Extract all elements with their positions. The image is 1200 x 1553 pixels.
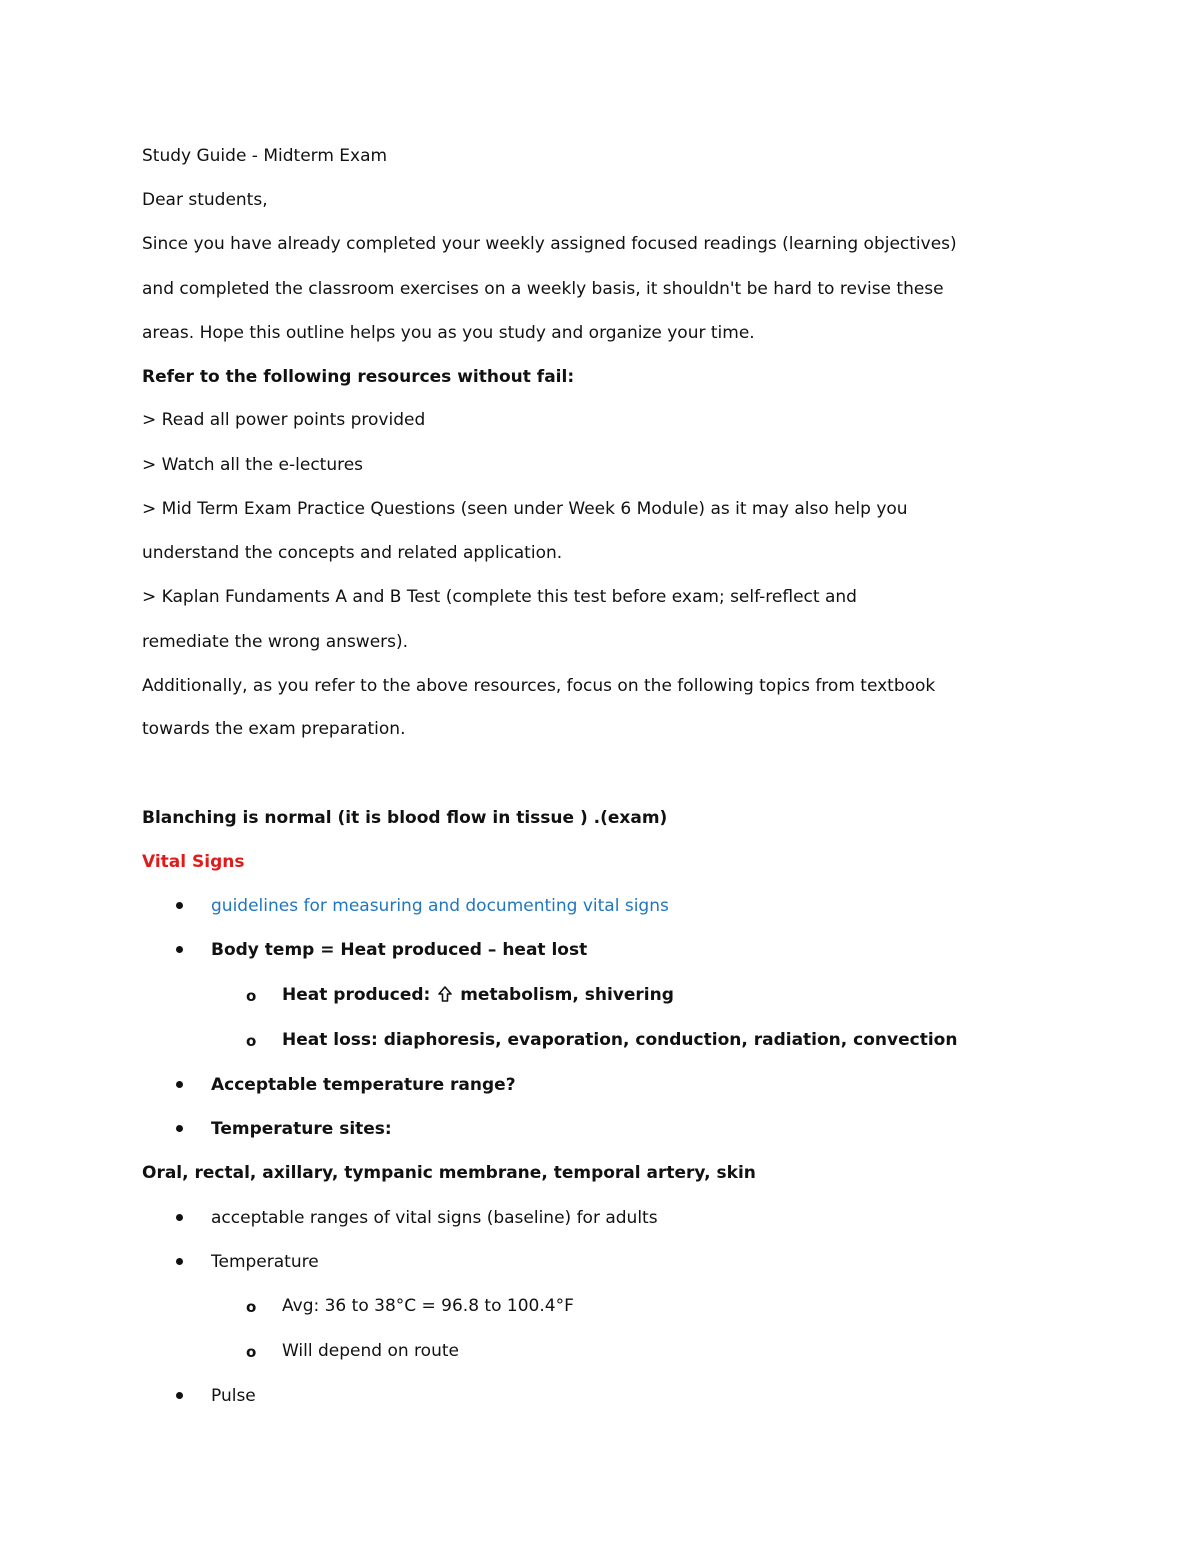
additional-line-2: towards the exam preparation. bbox=[142, 719, 406, 739]
bullet-icon bbox=[176, 1392, 183, 1399]
guidelines-link[interactable]: guidelines for measuring and documenting vital signs bbox=[211, 896, 669, 916]
resource-item-electures: > Watch all the e-lectures bbox=[142, 455, 364, 475]
blanching-note: Blanching is normal (it is blood flow in tissue ) .(exam) bbox=[142, 808, 668, 828]
sub-bullet-icon: o bbox=[246, 987, 257, 1005]
resource-item-kaplan-cont: remediate the wrong answers). bbox=[142, 632, 409, 652]
acceptable-range-question: Acceptable temperature range? bbox=[211, 1075, 516, 1095]
sub-bullet-icon: o bbox=[246, 1343, 257, 1361]
bullet-icon bbox=[176, 1258, 183, 1265]
body-temp-item: Body temp = Heat produced – heat lost bbox=[211, 940, 588, 960]
temperature-item: Temperature bbox=[211, 1252, 319, 1272]
resource-item-powerpoints: > Read all power points provided bbox=[142, 410, 426, 430]
intro-line-3: areas. Hope this outline helps you as you study and organize your time. bbox=[142, 323, 755, 343]
pulse-item: Pulse bbox=[211, 1386, 256, 1406]
resource-item-practice-questions: > Mid Term Exam Practice Questions (seen under Week 6 Module) as it may also help you bbox=[142, 499, 908, 519]
section-title-vital-signs: Vital Signs bbox=[142, 852, 245, 872]
resources-heading: Refer to the following resources without fail: bbox=[142, 367, 575, 387]
greeting: Dear students, bbox=[142, 190, 268, 210]
heat-loss-item: Heat loss: diaphoresis, evaporation, conduction, radiation, convection bbox=[282, 1030, 958, 1050]
temperature-sites-label: Temperature sites: bbox=[211, 1119, 392, 1139]
heat-produced-label: Heat produced: bbox=[282, 985, 431, 1005]
heat-produced-item bbox=[282, 984, 674, 1006]
up-arrow-icon bbox=[438, 986, 452, 1002]
bullet-icon bbox=[176, 1125, 183, 1132]
sub-bullet-icon: o bbox=[246, 1298, 257, 1316]
resource-item-kaplan: > Kaplan Fundaments A and B Test (complete this test before exam; self-reflect and bbox=[142, 587, 857, 607]
bullet-icon bbox=[176, 946, 183, 953]
intro-line-2: and completed the classroom exercises on a weekly basis, it shouldn't be hard to revise these bbox=[142, 279, 944, 299]
bullet-icon bbox=[176, 1081, 183, 1088]
bullet-icon bbox=[176, 902, 183, 909]
document-heading: Study Guide - Midterm Exam bbox=[142, 146, 388, 166]
sub-bullet-icon: o bbox=[246, 1032, 257, 1050]
intro-line-1: Since you have already completed your weekly assigned focused readings (learning objectives) bbox=[142, 234, 957, 254]
additional-line-1: Additionally, as you refer to the above resources, focus on the following topics from textbook bbox=[142, 676, 936, 696]
bullet-icon bbox=[176, 1214, 183, 1221]
resource-item-practice-questions-cont: understand the concepts and related application. bbox=[142, 543, 563, 563]
temperature-average: Avg: 36 to 38°C = 96.8 to 100.4°F bbox=[282, 1296, 574, 1316]
heat-produced-causes: metabolism, shivering bbox=[460, 985, 674, 1005]
temperature-sites-list: Oral, rectal, axillary, tympanic membrane, temporal artery, skin bbox=[142, 1163, 756, 1183]
temperature-route: Will depend on route bbox=[282, 1341, 459, 1361]
baseline-ranges-item: acceptable ranges of vital signs (baseline) for adults bbox=[211, 1208, 658, 1228]
